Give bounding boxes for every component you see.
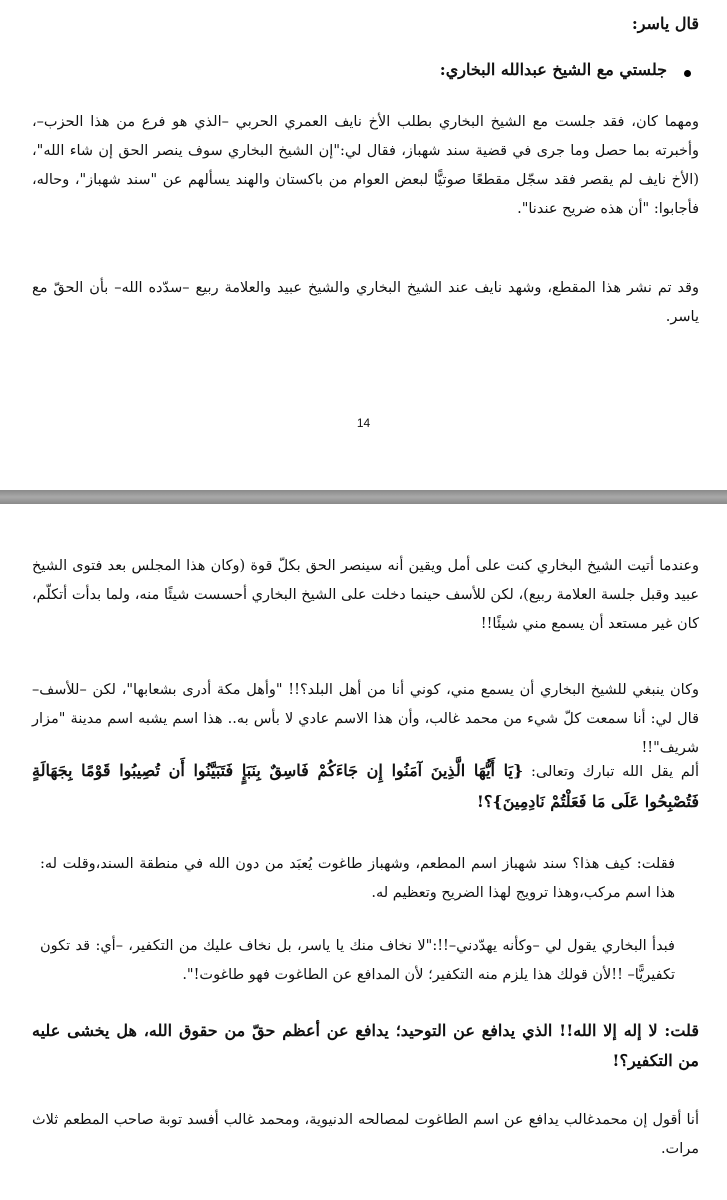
- page-number: 14: [356, 416, 371, 430]
- document-page-bottom: [0, 504, 727, 1200]
- paragraph: وعندما أتيت الشيخ البخاري كنت على أمل ويقين أنه سينصر الحق بكلّ قوة (وكان هذا المجلس بعد فتوى الشيخ عبيد وقبل جلسة العلامة ربيع)، لكن للأسف حينما دخلت على الشيخ البخاري أحسست شيئًا منه، ولما بدأت أتكلّم، كان غير مستعد أن يسمع مني شيئًا!!: [32, 558, 699, 632]
- quran-verse: {يَا أَيُّهَا الَّذِينَ آمَنُوا إِن جَاءَكُمْ فَاسِقٌ بِنَبَإٍ فَتَبَيَّنُوا أَن تُصِيبُوا قَوْمًا بِجَهَالَةٍ فَتُصْبِحُوا عَلَى مَا فَعَلْتُمْ نَادِمِينَ}: [32, 761, 699, 811]
- paragraph: فبدأ البخاري يقول لي –وكأنه يهدّدني–!!:"لا نخاف منك يا ياسر، بل نخاف عليك من التكفير، –أي: قد تكون تكفيريًّا– !!لأن قولك هذا يلزم منه التكفير؛ لأن المدافع عن الطاغوت فهو طاغوت!".: [40, 938, 675, 983]
- paragraph: ومهما كان، فقد جلست مع الشيخ البخاري بطلب الأخ نايف العمري الحربي –الذي هو فرع من هذا الحزب–، وأخبرته بما حصل وما جرى في قضية سند شهباز، فقال لي:"إن الشيخ البخاري سوف ينصر الحق إن شاء الله"، (الأخ نايف لم يقصر فقد سجّل مقطعًا صوتيًّا لبعض العوام من باكستان والهند يسألهم عن "سند شهباز"، وحاله، فأجابوا: "أن هذه ضريح عندنا".: [32, 114, 699, 217]
- paragraph: وقد تم نشر هذا المقطع، وشهد نايف عند الشيخ البخاري والشيخ عبيد والعلامة ربيع –سدّده الله– بأن الحقّ مع ياسر.: [32, 280, 699, 325]
- document-page-top: [0, 0, 727, 490]
- verse-intro: ألم يقل الله تبارك وتعالى:: [523, 764, 699, 780]
- paragraph-bold: قلت: لا إله إلا الله!! الذي يدافع عن التوحيد؛ يدافع عن أعظم حقّ من حقوق الله، هل يخشى عليه من التكفير؟!: [32, 1021, 699, 1070]
- bullet-icon: [684, 70, 691, 77]
- bullet-heading: جلستي مع الشيخ عبدالله البخاري:: [439, 60, 667, 79]
- paragraph: أنا أقول إن محمدغالب يدافع عن اسم الطاغوت لمصالحه الدنيوية، ومحمد غالب أفسد توبة صاحب المطعم ثلاث مرات.: [32, 1112, 699, 1157]
- page-separator: [0, 490, 727, 504]
- paragraph: وكان ينبغي للشيخ البخاري أن يسمع مني، كوني أنا من أهل البلد؟!! "وأهل مكة أدرى بشعابها"، لكن –للأسف–قال لي: أنا سمعت كلّ شيء من محمد غالب، وأن هذا الاسم عادي لا بأس به.. هذا اسم يشبه اسم مدينة "مزار شريف"!!: [32, 682, 699, 756]
- section-heading: قال ياسر:: [631, 14, 699, 33]
- paragraph: فقلت: كيف هذا؟ سند شهباز اسم المطعم، وشهباز طاغوت يُعبَد من دون الله في منطقة السند،وقلت له: هذا اسم مركب،وهذا ترويج لهذا الضريح وتعظيم له.: [40, 856, 675, 901]
- verse-paragraph: [32, 756, 699, 818]
- verse-end: ؟!: [476, 792, 493, 811]
